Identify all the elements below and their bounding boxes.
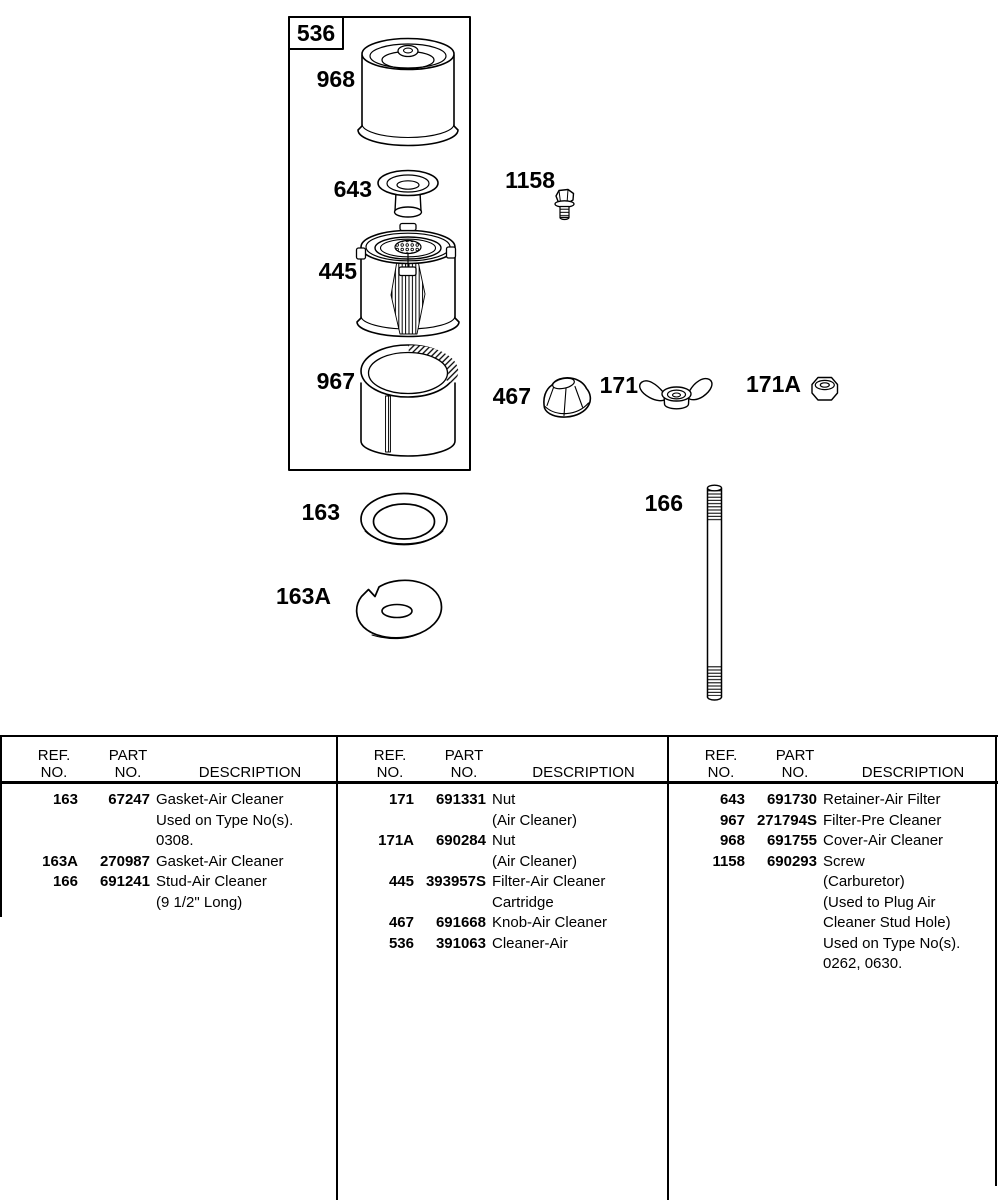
header-description: DESCRIPTION (198, 764, 302, 781)
table-right-border (995, 735, 997, 1186)
header-ref-no: REF. NO. (704, 747, 738, 781)
table-row (669, 790, 995, 811)
part-retainer-air-filter (378, 171, 438, 218)
part-no: 691668 (435, 914, 486, 931)
ref-no: 171 (388, 791, 414, 808)
callout-163: 163 (301, 499, 340, 525)
callout-1158: 1158 (505, 167, 555, 193)
table-column-2 (338, 735, 667, 1200)
part-no: 691331 (435, 791, 486, 808)
table-row (338, 913, 667, 934)
part-no: 391063 (435, 934, 486, 952)
part-filter-cartridge (357, 224, 460, 337)
part-wing-nut (640, 379, 712, 409)
table-row (338, 872, 667, 913)
ref-no: 445 (388, 873, 414, 890)
table-row (338, 831, 667, 872)
part-no: 691755 (766, 832, 817, 849)
part-gasket-163A (357, 580, 442, 638)
header-part-no: PART NO. (108, 747, 148, 781)
table-row (2, 872, 336, 913)
ref-no: 968 (719, 832, 745, 849)
part-screw-carburetor (555, 190, 574, 220)
callout-171A: 171A (746, 371, 801, 397)
ref-no: 643 (719, 791, 745, 808)
header-ref-no: REF. NO. (37, 747, 71, 781)
description: Gasket-Air Cleaner Used on Type No(s). 0308. (156, 791, 294, 849)
table-row (338, 790, 667, 831)
header-description: DESCRIPTION (861, 764, 965, 781)
part-stud-air-cleaner (708, 485, 722, 700)
description: Cleaner-Air (492, 934, 568, 952)
description: Retainer-Air Filter (823, 791, 941, 808)
ref-no: 467 (388, 914, 414, 931)
part-no: 271794S (756, 811, 817, 829)
callout-643: 643 (333, 176, 372, 202)
callout-163A: 163A (276, 583, 331, 609)
table-column-3 (669, 735, 995, 1200)
part-no: 393957S (425, 873, 486, 890)
ref-no: 163A (42, 852, 78, 870)
part-no: 690284 (435, 832, 486, 849)
table-row (669, 852, 995, 975)
callout-445: 445 (318, 258, 357, 284)
description: Filter-Pre Cleaner (823, 811, 942, 829)
column-rows (669, 790, 995, 975)
header-description: DESCRIPTION (532, 764, 635, 781)
callout-967: 967 (316, 368, 355, 394)
ref-no: 163 (52, 791, 78, 808)
table-row (2, 790, 336, 852)
description: Stud-Air Cleaner (9 1/2" Long) (156, 873, 267, 911)
table-row (338, 934, 667, 955)
description: Nut (Air Cleaner) (492, 832, 578, 870)
column-rows (2, 790, 336, 913)
table-row (669, 811, 995, 832)
part-pre-cleaner (361, 345, 458, 456)
part-no: 67247 (108, 791, 150, 808)
description: Knob-Air Cleaner (492, 914, 608, 931)
part-no: 691730 (766, 791, 817, 808)
part-knob-air-cleaner (544, 377, 590, 418)
description: Screw (Carburetor) (Used to Plug Air Cleaner Stud Hole) Used on Type No(s). 0262, 0630. (823, 852, 961, 972)
header-part-no: PART NO. (444, 747, 484, 781)
parts-list-table (0, 735, 1000, 1200)
callout-171: 171 (599, 372, 638, 398)
part-no: 270987 (99, 852, 150, 870)
description: Cover-Air Cleaner (823, 832, 944, 849)
column-header (669, 735, 995, 781)
ref-no: 967 (719, 811, 745, 829)
ref-no: 536 (388, 934, 414, 952)
description: Nut (Air Cleaner) (492, 791, 578, 829)
description: Gasket-Air Cleaner (156, 852, 284, 870)
callout-labels (276, 66, 801, 609)
ref-no: 166 (52, 873, 78, 890)
column-header (2, 735, 336, 781)
table-row (2, 852, 336, 873)
callout-467: 467 (492, 383, 531, 409)
part-no: 690293 (766, 852, 817, 870)
table-row (669, 831, 995, 852)
table-column-1 (2, 735, 336, 1200)
header-ref-no: REF. NO. (373, 747, 407, 781)
callout-536: 536 (296, 20, 336, 46)
part-hex-nut (812, 378, 838, 401)
part-no: 691241 (99, 873, 150, 890)
description: Filter-Air Cleaner Cartridge (492, 873, 606, 911)
ref-no: 171A (378, 832, 414, 849)
callout-968: 968 (316, 66, 355, 92)
part-gasket-163 (361, 494, 447, 545)
callout-166: 166 (644, 490, 683, 516)
column-rows (338, 790, 667, 954)
part-cover-air-cleaner (358, 39, 458, 146)
ref-no: 1158 (712, 852, 745, 870)
column-header (338, 735, 667, 781)
header-part-no: PART NO. (775, 747, 815, 781)
